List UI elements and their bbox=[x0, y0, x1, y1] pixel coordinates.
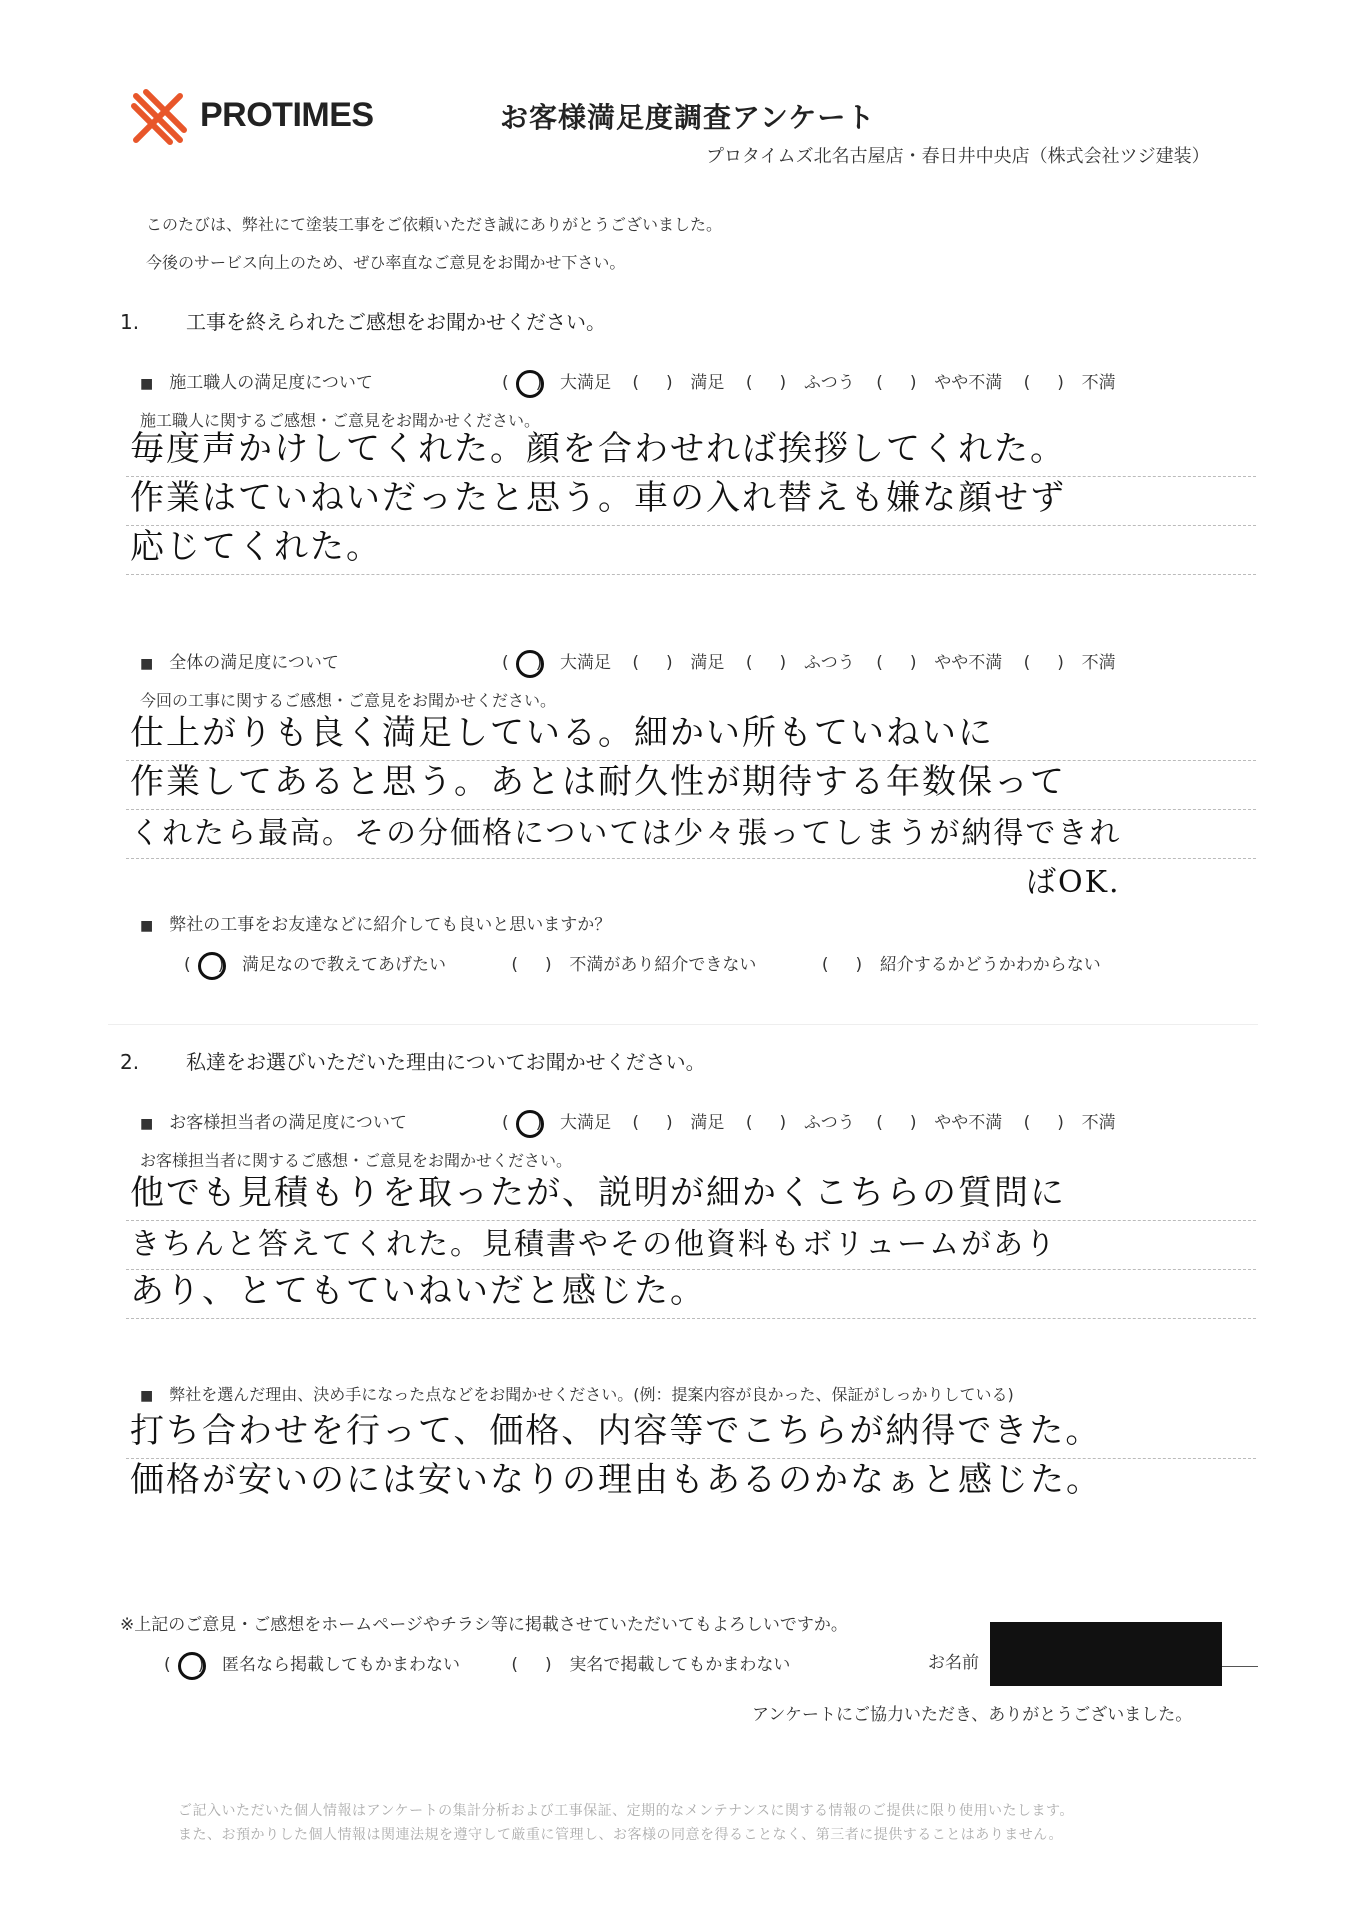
rating-option-label: 不満 bbox=[1081, 373, 1116, 393]
section-2-text: 私達をお選びいただいた理由についてお聞かせください。 bbox=[186, 1050, 706, 1074]
reason-question-label: ■ 弊社を選んだ理由、決め手になった点などをお聞かせください。(例：提案内容が良かった、保証がしっかりしている) bbox=[140, 1385, 1014, 1404]
section-2-number: 2. bbox=[120, 1050, 140, 1074]
workers-comment-prompt: 施工職人に関するご感想・ご意見をお聞かせください。 bbox=[140, 411, 541, 430]
publish-option-anonymous[interactable]: ( ) 匿名なら掲載してもかまわない bbox=[164, 1650, 460, 1675]
reason-question bbox=[140, 1382, 1014, 1405]
overall-rating-options bbox=[502, 648, 1132, 673]
rating-option-dissatisfied[interactable]: ( ) 不満 bbox=[1023, 653, 1116, 673]
selected-circle-mark bbox=[516, 1110, 544, 1138]
handwritten-line bbox=[126, 1270, 1256, 1319]
referral-option-unsure[interactable]: ( ) 紹介するかどうかわからない bbox=[821, 955, 1101, 975]
intro-line-1: このたびは、弊社にて塗装工事をご依頼いただき誠にありがとうございました。 bbox=[146, 215, 723, 234]
publish-option-label: 実名で掲載してもかまわない bbox=[569, 1655, 791, 1675]
logo-text: PROTIMES bbox=[200, 96, 374, 134]
selected-circle-mark bbox=[198, 952, 226, 980]
selected-circle-mark bbox=[516, 650, 544, 678]
rating-option-label: やや不満 bbox=[934, 1113, 1003, 1133]
rating-option-label: 不満 bbox=[1081, 1113, 1116, 1133]
handwritten-line bbox=[126, 1172, 1256, 1221]
thanks-message: アンケートにご協力いただき、ありがとうございました。 bbox=[752, 1705, 1193, 1725]
handwritten-text: 作業はていねいだったと思う。車の入れ替えも嫌な顔せず bbox=[130, 478, 1066, 518]
rating-option-satisfied[interactable]: ( ) 満足 bbox=[632, 1113, 725, 1133]
name-redaction-box bbox=[990, 1622, 1222, 1686]
overall-satisfaction-label: ■ 全体の満足度について bbox=[140, 653, 339, 673]
rating-option-label: 満足 bbox=[690, 653, 725, 673]
workers-satisfaction-row bbox=[140, 368, 1260, 393]
staff-satisfaction-label: ■ お客様担当者の満足度について bbox=[140, 1113, 407, 1133]
handwritten-text: 価格が安いのには安いなりの理由もあるのかなぁと感じた。 bbox=[130, 1460, 1102, 1500]
handwritten-line bbox=[126, 1459, 1256, 1507]
rating-option-somewhat-dissatisfied[interactable]: ( ) やや不満 bbox=[876, 653, 1003, 673]
privacy-note-line-1: ご記入いただいた個人情報はアンケートの集計分析および工事保証、定期的なメンテナンスに関する情報のご提供に限り使用いたします。 bbox=[178, 1803, 1074, 1819]
section-2-title bbox=[120, 1046, 706, 1075]
handwritten-text: 仕上がりも良く満足している。細かい所もていねいに bbox=[130, 713, 994, 753]
rating-option-label: 大満足 bbox=[560, 653, 611, 673]
rating-option-label: やや不満 bbox=[934, 653, 1003, 673]
rating-option-neutral[interactable]: ( ) ふつう bbox=[745, 1113, 855, 1133]
rating-option-label: 大満足 bbox=[560, 373, 611, 393]
reason-answer[interactable] bbox=[126, 1410, 1256, 1507]
rating-option-neutral[interactable]: ( ) ふつう bbox=[745, 653, 855, 673]
publish-question: ※上記のご意見・ご感想をホームページやチラシ等に掲載させていただいてもよろしいですか。 bbox=[120, 1615, 848, 1635]
workers-comment-answer[interactable] bbox=[126, 428, 1256, 575]
handwritten-line bbox=[126, 526, 1256, 575]
protimes-logo bbox=[128, 86, 448, 146]
workers-rating-options bbox=[502, 368, 1132, 393]
rating-option-dissatisfied[interactable]: ( ) 不満 bbox=[1023, 1113, 1116, 1133]
handwritten-line bbox=[126, 859, 1256, 907]
staff-rating-options bbox=[502, 1108, 1132, 1133]
overall-comment-prompt: 今回の工事に関するご感想・ご意見をお聞かせください。 bbox=[140, 691, 557, 710]
staff-comment-prompt: お客様担当者に関するご感想・ご意見をお聞かせください。 bbox=[140, 1151, 573, 1170]
handwritten-line bbox=[126, 761, 1256, 810]
selected-circle-mark bbox=[178, 1652, 206, 1680]
handwritten-text: 打ち合わせを行って、価格、内容等でこちらが納得できた。 bbox=[130, 1411, 1102, 1451]
rating-option-very-satisfied[interactable]: ( ) 大満足 bbox=[502, 368, 611, 393]
page-subtitle: プロタイムズ北名古屋店・春日井中央店（株式会社ツジ建装） bbox=[706, 146, 1210, 167]
referral-options bbox=[184, 950, 1161, 975]
referral-option-label: 不満があり紹介できない bbox=[569, 955, 757, 975]
referral-question-label: ■ 弊社の工事をお友達などに紹介しても良いと思いますか？ bbox=[140, 915, 611, 935]
referral-question bbox=[140, 910, 611, 935]
referral-option-label: 満足なので教えてあげたい bbox=[242, 955, 446, 975]
rating-option-dissatisfied[interactable]: ( ) 不満 bbox=[1023, 373, 1116, 393]
protimes-logo-mark-icon bbox=[128, 86, 190, 148]
overall-satisfaction-row bbox=[140, 648, 1260, 673]
section-divider bbox=[108, 1024, 1258, 1025]
rating-option-label: 満足 bbox=[690, 1113, 725, 1133]
rating-option-label: ふつう bbox=[803, 653, 855, 673]
rating-option-satisfied[interactable]: ( ) 満足 bbox=[632, 653, 725, 673]
handwritten-text: 応じてくれた。 bbox=[130, 527, 382, 567]
handwritten-text: 他でも見積もりを取ったが、説明が細かくこちらの質問に bbox=[130, 1173, 1066, 1213]
referral-option-recommend[interactable]: ( ) 満足なので教えてあげたい bbox=[184, 950, 446, 975]
handwritten-text: くれたら最高。その分価格については少々張ってしまうが納得できれ bbox=[130, 816, 1122, 851]
overall-comment-answer[interactable] bbox=[126, 712, 1256, 907]
handwritten-text: 毎度声かけしてくれた。顔を合わせれば挨拶してくれた。 bbox=[130, 429, 1066, 469]
publish-option-real-name[interactable]: ( ) 実名で掲載してもかまわない bbox=[511, 1655, 791, 1675]
staff-comment-answer[interactable] bbox=[126, 1172, 1256, 1319]
name-label: お名前 bbox=[928, 1653, 979, 1673]
privacy-note-line-2: また、お預かりした個人情報は関連法規を遵守して厳重に管理し、お客様の同意を得ることなく、第三者に提供することはありません。 bbox=[178, 1827, 1064, 1843]
rating-option-label: やや不満 bbox=[934, 373, 1003, 393]
handwritten-text: 作業してあると思う。あとは耐久性が期待する年数保って bbox=[130, 762, 1066, 802]
rating-option-label: 満足 bbox=[690, 373, 725, 393]
publish-options bbox=[164, 1650, 806, 1675]
section-1-title bbox=[120, 306, 606, 335]
intro-line-2: 今後のサービス向上のため、ぜひ率直なご意見をお聞かせ下さい。 bbox=[146, 253, 626, 272]
rating-option-label: 不満 bbox=[1081, 653, 1116, 673]
section-1-text: 工事を終えられたご感想をお聞かせください。 bbox=[186, 310, 606, 334]
handwritten-text: ばOK. bbox=[1026, 865, 1121, 900]
rating-option-label: ふつう bbox=[803, 373, 855, 393]
section-1-number: 1. bbox=[120, 310, 140, 334]
handwritten-text: あり、とてもていねいだと感じた。 bbox=[130, 1271, 706, 1311]
rating-option-very-satisfied[interactable]: ( ) 大満足 bbox=[502, 648, 611, 673]
rating-option-satisfied[interactable]: ( ) 満足 bbox=[632, 373, 725, 393]
workers-satisfaction-label: ■ 施工職人の満足度について bbox=[140, 373, 373, 393]
rating-option-neutral[interactable]: ( ) ふつう bbox=[745, 373, 855, 393]
publish-option-label: 匿名なら掲載してもかまわない bbox=[222, 1655, 460, 1675]
referral-option-label: 紹介するかどうかわからない bbox=[879, 955, 1101, 975]
rating-option-label: 大満足 bbox=[560, 1113, 611, 1133]
rating-option-somewhat-dissatisfied[interactable]: ( ) やや不満 bbox=[876, 373, 1003, 393]
staff-satisfaction-row bbox=[140, 1108, 1260, 1133]
rating-option-label: ふつう bbox=[803, 1113, 855, 1133]
handwritten-line bbox=[126, 810, 1256, 859]
page-title: お客様満足度調査アンケート bbox=[500, 101, 876, 134]
referral-option-cannot[interactable]: ( ) 不満があり紹介できない bbox=[511, 955, 757, 975]
selected-circle-mark bbox=[516, 370, 544, 398]
rating-option-very-satisfied[interactable]: ( ) 大満足 bbox=[502, 1108, 611, 1133]
rating-option-somewhat-dissatisfied[interactable]: ( ) やや不満 bbox=[876, 1113, 1003, 1133]
handwritten-text: きちんと答えてくれた。見積書やその他資料もボリュームがあり bbox=[130, 1227, 1058, 1262]
